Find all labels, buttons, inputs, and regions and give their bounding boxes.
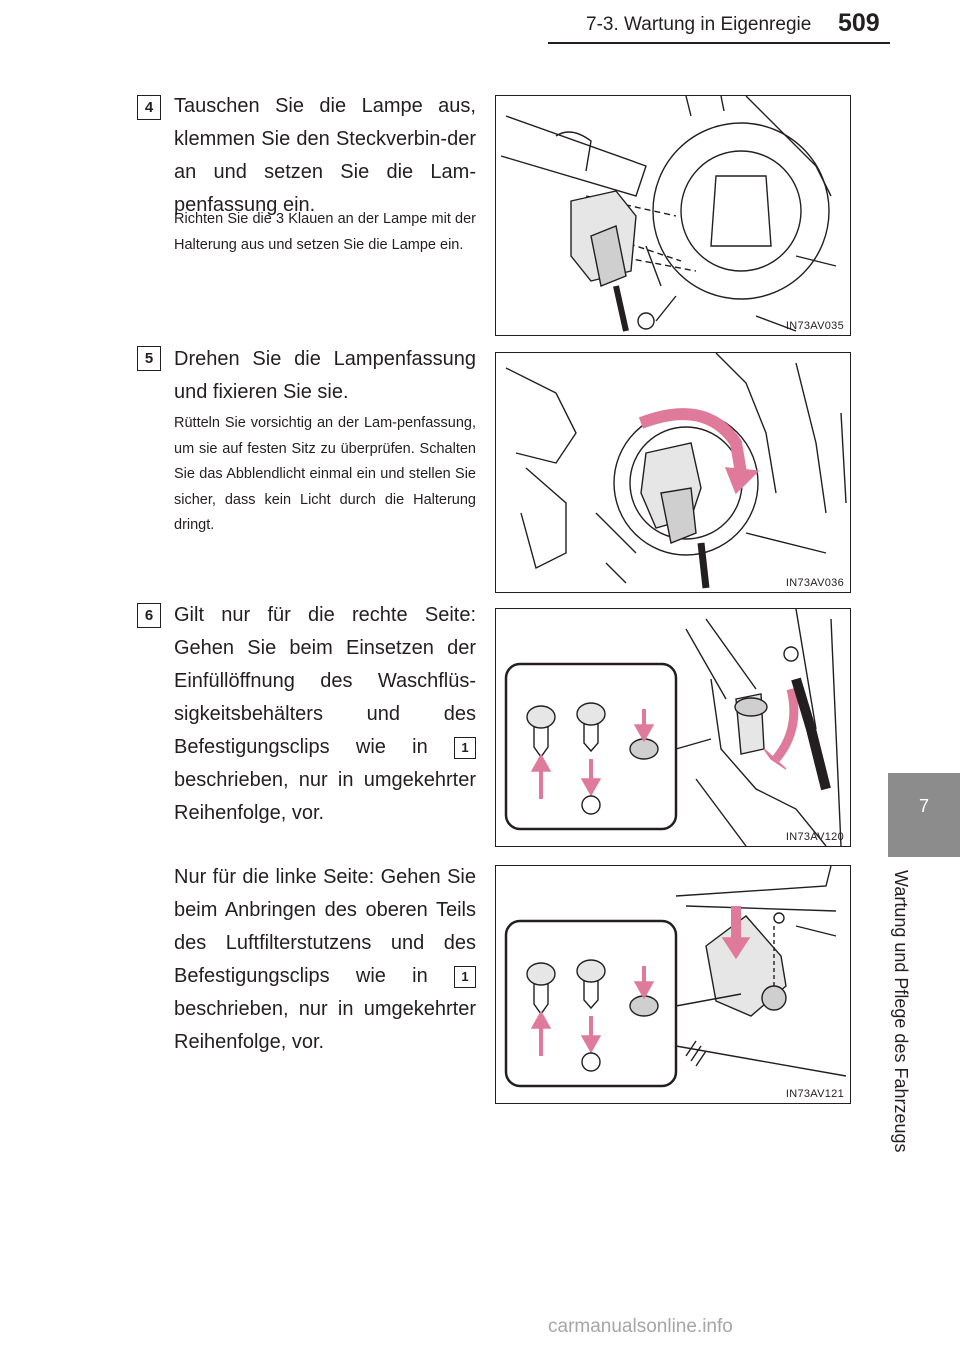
figure-code: IN73AV120 — [785, 831, 844, 843]
step-5-note: Rütteln Sie vorsichtig an der Lam-penfassung, um sie auf festen Sitz zu überprüfen. Schalten Sie das Abblendlicht einmal ein und stellen Sie sicher, dass kein Licht durch die Halterung dringt. — [174, 415, 476, 533]
figure-code: IN73AV035 — [785, 320, 844, 332]
step-4-text: Tauschen Sie die Lampe aus, klemmen Sie den Steckverbin-der an und setzen Sie die Lam-penfassung ein. — [174, 95, 476, 216]
step-6-text: Gilt nur für die rechte Seite: Gehen Sie beim Einsetzen der Einfüllöffnung des Waschflüs-sigkeitsbehälters und des Befestigungsclips wie in 1 beschrieben, nur in umgekehrter Reihenfolge, vor. — [174, 604, 476, 824]
figure-code: IN73AV036 — [785, 577, 844, 589]
chapter-tab-number: 7 — [918, 796, 929, 816]
footer-watermark: carmanualsonline.info — [548, 1316, 733, 1337]
step-left-side-text: Nur für die linke Seite: Gehen Sie beim Anbringen des oberen Teils des Luftfilterstutzens und des Befestigungsclips wie in 1 beschrieben, nur in umgekehrter Reihenfolge, vor. — [174, 866, 476, 1053]
reference-badge-1[interactable]: 1 — [454, 966, 476, 988]
header-section-title: 7-3. Wartung in Eigenregie — [586, 14, 812, 35]
header-rule — [548, 42, 890, 44]
page-number: 509 — [838, 9, 880, 37]
step-badge-4: 4 — [137, 95, 161, 120]
figure-airfilter-clip-left — [495, 865, 851, 1104]
figure-washer-clip-right — [495, 608, 851, 847]
reference-badge-1[interactable]: 1 — [454, 737, 476, 759]
step-badge-6: 6 — [137, 603, 161, 628]
figure-rotate-socket — [495, 352, 851, 593]
step-badge-5: 5 — [137, 346, 161, 371]
chapter-tab-title: Wartung und Pflege des Fahrzeugs — [891, 870, 911, 1153]
figure-lamp-insert — [495, 95, 851, 336]
figure-code: IN73AV121 — [785, 1088, 844, 1100]
step-5-text: Drehen Sie die Lampenfassung und fixieren Sie sie. — [174, 348, 476, 403]
step-4-note: Richten Sie die 3 Klauen an der Lampe mit der Halterung aus und setzen Sie die Lampe ein. — [174, 211, 476, 253]
